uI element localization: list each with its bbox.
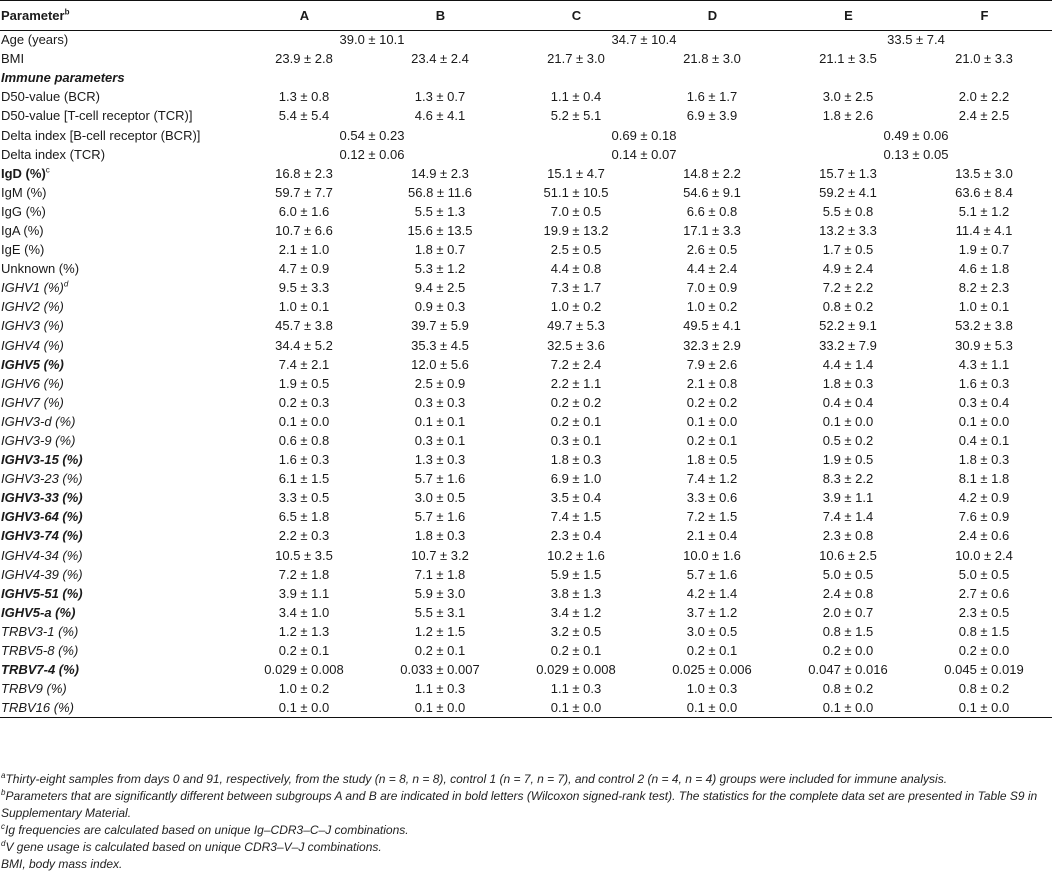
table-cell: 21.0 ± 3.3 [955,51,1013,67]
table-cell: 7.2 ± 2.2 [822,280,874,296]
table-cell: 0.029 ± 0.008 [264,662,344,678]
table-cell: 0.2 ± 0.1 [278,643,330,659]
table-cell: 6.9 ± 3.9 [686,108,738,124]
merged-cell: 0.54 ± 0.23 [339,127,405,143]
table-cell: 0.6 ± 0.8 [278,433,330,449]
table-cell: 4.3 ± 1.1 [958,356,1010,372]
table-cell: 1.2 ± 1.3 [278,623,330,639]
table-cell: 3.0 ± 0.5 [414,490,466,506]
table-cell: 0.8 ± 1.5 [822,623,874,639]
table-cell: 6.9 ± 1.0 [550,471,602,487]
table-cell: 2.7 ± 0.6 [958,585,1010,601]
table-row [0,298,1052,317]
table-cell: 6.5 ± 1.8 [278,509,330,525]
table-cell: 1.8 ± 2.6 [822,108,874,124]
table-cell: 21.7 ± 3.0 [547,51,605,67]
table-cell: 0.1 ± 0.0 [372,699,508,718]
table-cell: 1.6 ± 1.7 [686,89,738,105]
table-cell: 33.2 ± 7.9 [819,337,877,353]
table-cell: 0.047 ± 0.016 [808,662,888,678]
table-cell: 2.0 ± 2.2 [958,89,1010,105]
table-row [0,508,1052,527]
row-label: IGHV3-74 (%) [1,528,83,544]
table-cell: 10.6 ± 2.5 [819,547,877,563]
table-cell: 0.8 ± 0.2 [958,681,1010,697]
column-header-parameter: Parameter$^b$ [0,1,236,31]
table-cell: 7.1 ± 1.8 [414,566,466,582]
row-label: IgD (%)$^c$ [1,165,50,181]
merged-cell: 39.0 ± 10.1 [339,32,405,48]
table-cell: 7.2 ± 1.5 [686,509,738,525]
table-cell: 1.8 ± 0.7 [414,242,466,258]
table-row [0,202,1052,221]
table-cell: 10.2 ± 1.6 [547,547,605,563]
table-cell: 1.1 ± 0.3 [414,681,466,697]
table-cell: 0.3 ± 0.3 [414,394,466,410]
table-cell: 1.9 ± 0.5 [278,375,330,391]
footnotes [1,771,1049,873]
table-cell: 0.3 ± 0.1 [550,433,602,449]
table-cell: 23.9 ± 2.8 [275,51,333,67]
table-row [0,412,1052,431]
table-cell: 0.4 ± 0.1 [958,433,1010,449]
table-cell: 0.3 ± 0.1 [414,433,466,449]
table-cell: 0.5 ± 0.2 [822,433,874,449]
table-cell: 1.9 ± 0.5 [822,452,874,468]
table-cell: 5.5 ± 3.1 [414,604,466,620]
table-row [0,279,1052,298]
table-cell: 21.8 ± 3.0 [683,51,741,67]
table-row [0,126,1052,145]
table-cell: 2.1 ± 0.4 [686,528,738,544]
footnote: BMI, body mass index. [1,857,123,871]
table-cell: 51.1 ± 10.5 [543,184,609,200]
row-label: IGHV3-33 (%) [1,490,83,506]
merged-cell: 0.14 ± 0.07 [611,146,677,162]
table-cell: 8.1 ± 1.8 [958,471,1010,487]
table-cell: 1.0 ± 0.2 [550,299,602,315]
table-cell: 0.1 ± 0.0 [958,413,1010,429]
table-cell: 0.1 ± 0.0 [236,699,372,718]
row-label: TRBV16 (%) [0,699,236,718]
table-cell: 15.6 ± 13.5 [407,222,473,238]
table-cell: 2.1 ± 0.8 [686,375,738,391]
table-cell: 10.7 ± 6.6 [275,222,333,238]
row-label: IGHV6 (%) [1,375,64,391]
table-cell: 0.1 ± 0.0 [278,413,330,429]
table-cell: 0.029 ± 0.008 [536,662,616,678]
table-cell: 0.2 ± 0.0 [958,643,1010,659]
row-label: Immune parameters [1,70,125,86]
table-cell: 4.6 ± 4.1 [414,108,466,124]
table-cell: 12.0 ± 5.6 [411,356,469,372]
table-cell: 0.1 ± 0.0 [686,413,738,429]
table-cell: 5.4 ± 5.4 [278,108,330,124]
table-cell: 10.0 ± 2.4 [955,547,1013,563]
table-cell: 0.2 ± 0.1 [414,643,466,659]
table-cell: 0.1 ± 0.0 [780,699,916,718]
table-cell: 5.9 ± 1.5 [550,566,602,582]
row-label: TRBV5-8 (%) [1,643,79,659]
row-label: IgG (%) [1,203,46,219]
table-row [0,355,1052,374]
table-cell: 3.4 ± 1.0 [278,604,330,620]
table-row [0,241,1052,260]
table-cell: 35.3 ± 4.5 [411,337,469,353]
table-cell: 17.1 ± 3.3 [683,222,741,238]
table-cell: 2.1 ± 1.0 [278,242,330,258]
row-label: IGHV3-9 (%) [1,433,76,449]
merged-cell: 33.5 ± 7.4 [887,32,945,48]
table-cell: 3.9 ± 1.1 [278,585,330,601]
table-row [0,88,1052,107]
table-cell: 6.0 ± 1.6 [278,203,330,219]
table-cell: 1.6 ± 0.3 [278,452,330,468]
table-cell: 0.2 ± 0.1 [686,433,738,449]
table-row [0,527,1052,546]
table-cell: 1.8 ± 0.3 [550,452,602,468]
row-label: D50-value (BCR) [1,89,100,105]
row-label: IGHV5 (%) [1,356,64,372]
table-cell: 4.6 ± 1.8 [958,261,1010,277]
merged-cell: 0.49 ± 0.06 [883,127,949,143]
table-cell: 0.3 ± 0.4 [958,394,1010,410]
table-cell: 30.9 ± 5.3 [955,337,1013,353]
table-cell: 3.0 ± 2.5 [822,89,874,105]
row-label: IGHV5-a (%) [1,604,76,620]
table-cell: 19.9 ± 13.2 [543,222,609,238]
row-label: IGHV1 (%)$^d$ [1,279,69,296]
table-cell: 1.6 ± 0.3 [958,375,1010,391]
table-cell: 1.0 ± 0.1 [958,299,1010,315]
table-cell: 0.2 ± 0.1 [686,643,738,659]
table-cell: 1.8 ± 0.5 [686,452,738,468]
table-cell: 7.2 ± 2.4 [550,356,602,372]
row-label: IGHV4-39 (%) [1,566,83,582]
table-cell: 16.8 ± 2.3 [275,165,333,181]
footnote: $^c$Ig frequencies are calculated based on unique Ig–CDR3–C–J combinations. [1,822,409,837]
table-cell: 7.2 ± 1.8 [278,566,330,582]
table-row [0,145,1052,164]
table-cell: 0.025 ± 0.006 [672,662,752,678]
table-row [0,31,1052,50]
table-cell: 4.7 ± 0.9 [278,261,330,277]
table-cell: 3.7 ± 1.2 [686,604,738,620]
table-cell: 3.3 ± 0.6 [686,490,738,506]
table-cell: 1.0 ± 0.1 [278,299,330,315]
table-cell: 0.1 ± 0.1 [414,413,466,429]
table-cell: 2.3 ± 0.8 [822,528,874,544]
table-cell: 3.3 ± 0.5 [278,490,330,506]
table-row [0,393,1052,412]
table-cell: 0.1 ± 0.0 [822,413,874,429]
table-cell: 49.5 ± 4.1 [683,318,741,334]
table-cell: 15.7 ± 1.3 [819,165,877,181]
row-label: Delta index [B-cell receptor (BCR)] [1,127,201,143]
table-cell: 13.2 ± 3.3 [819,222,877,238]
table-cell: 3.4 ± 1.2 [550,604,602,620]
table-cell: 1.3 ± 0.3 [414,452,466,468]
table-cell: 63.6 ± 8.4 [955,184,1013,200]
table-cell: 6.6 ± 0.8 [686,203,738,219]
table-cell: 32.3 ± 2.9 [683,337,741,353]
table-cell: 49.7 ± 5.3 [547,318,605,334]
table-cell: 0.2 ± 0.3 [278,394,330,410]
row-label: BMI [1,51,25,67]
table-cell: 2.0 ± 0.7 [822,604,874,620]
table-row [0,183,1052,202]
table-cell: 0.2 ± 0.1 [550,643,602,659]
table-cell: 4.4 ± 1.4 [822,356,874,372]
table-cell: 6.1 ± 1.5 [278,471,330,487]
table-cell: 2.5 ± 0.9 [414,375,466,391]
column-header-e: E [780,1,916,31]
merged-cell: 34.7 ± 10.4 [611,32,677,48]
table-cell: 2.4 ± 0.6 [958,528,1010,544]
footnote: $^d$V gene usage is calculated based on unique CDR3–V–J combinations. [1,839,382,854]
table-cell: 0.033 ± 0.007 [400,662,480,678]
row-label: IGHV2 (%) [1,299,64,315]
table-cell: 15.1 ± 4.7 [547,165,605,181]
column-header-a: A [236,1,372,31]
table-cell: 5.3 ± 1.2 [414,261,466,277]
table-cell: 13.5 ± 3.0 [955,165,1013,181]
table-cell: 0.8 ± 0.2 [822,681,874,697]
table-cell: 5.0 ± 0.5 [822,566,874,582]
table-row [0,317,1052,336]
row-label: IgM (%) [1,184,47,200]
column-header-b: B [372,1,508,31]
column-header-d: D [644,1,780,31]
table-cell: 2.4 ± 2.5 [958,108,1010,124]
table-cell: 0.8 ± 1.5 [958,623,1010,639]
table-cell: 3.8 ± 1.3 [550,585,602,601]
table-cell: 1.0 ± 0.3 [686,681,738,697]
table-cell: 14.8 ± 2.2 [683,165,741,181]
table-cell: 2.3 ± 0.5 [958,604,1010,620]
table-cell: 11.4 ± 4.1 [955,222,1013,238]
table-row [0,565,1052,584]
table-cell: 32.5 ± 3.6 [547,337,605,353]
table-cell: 5.0 ± 0.5 [958,566,1010,582]
table-cell: 4.9 ± 2.4 [822,261,874,277]
table-cell: 0.1 ± 0.0 [916,699,1052,718]
row-label: IGHV7 (%) [1,394,64,410]
row-label: IGHV3-d (%) [1,413,76,429]
row-label: Age (years) [1,32,69,48]
table-row [0,470,1052,489]
table-cell: 10.5 ± 3.5 [275,547,333,563]
row-label: Unknown (%) [1,261,80,277]
table-cell: 3.9 ± 1.1 [822,490,874,506]
table-cell: 5.5 ± 0.8 [822,203,874,219]
table-row [0,584,1052,603]
table-cell: 1.8 ± 0.3 [958,452,1010,468]
table-cell: 0.8 ± 0.2 [822,299,874,315]
column-header-c: C [508,1,644,31]
table-cell: 7.4 ± 1.2 [686,471,738,487]
table-cell: 5.7 ± 1.6 [414,509,466,525]
table-cell: 0.4 ± 0.4 [822,394,874,410]
table-cell: 4.4 ± 2.4 [686,261,738,277]
table-row [0,661,1052,680]
table-cell: 2.3 ± 0.4 [550,528,602,544]
table-cell: 1.0 ± 0.2 [686,299,738,315]
table-cell: 59.7 ± 7.7 [275,184,333,200]
table-cell: 53.2 ± 3.8 [955,318,1013,334]
row-label: IgA (%) [1,222,44,238]
table-cell: 2.4 ± 0.8 [822,585,874,601]
table-row [0,374,1052,393]
table-cell: 54.6 ± 9.1 [683,184,741,200]
row-label: IGHV3-23 (%) [1,471,83,487]
table-cell: 21.1 ± 3.5 [819,51,877,67]
table-cell: 56.8 ± 11.6 [408,184,472,200]
table-cell: 3.5 ± 0.4 [550,490,602,506]
table-row [0,221,1052,240]
row-label: Delta index (TCR) [1,146,106,162]
table-cell: 7.4 ± 1.5 [550,509,602,525]
table-cell: 2.2 ± 0.3 [278,528,330,544]
table-cell: 7.4 ± 2.1 [278,356,330,372]
row-label: IGHV3-64 (%) [1,509,83,525]
row-label: IGHV3 (%) [1,318,64,334]
table-cell: 9.4 ± 2.5 [414,280,466,296]
footnote: $^b$Parameters that are significantly different between subgroups A and B are indicated in bold letters (Wilcoxon signed-rank test). The statistics for the complete data set are presented in Table S9 in Supplementary Material. [1,788,1038,820]
table-cell: 3.0 ± 0.5 [686,623,738,639]
table-cell: 8.3 ± 2.2 [822,471,874,487]
table-cell: 7.0 ± 0.5 [550,203,602,219]
table-cell: 7.6 ± 0.9 [958,509,1010,525]
table-cell: 23.4 ± 2.4 [411,51,469,67]
row-label: IgE (%) [1,242,45,258]
table-cell: 2.6 ± 0.5 [686,242,738,258]
table-cell: 4.2 ± 0.9 [958,490,1010,506]
table-row [0,260,1052,279]
row-label: IGHV4 (%) [1,337,64,353]
row-label: TRBV3-1 (%) [1,623,79,639]
table-cell: 5.7 ± 1.6 [414,471,466,487]
table-cell: 0.2 ± 0.1 [550,413,602,429]
table-cell: 1.1 ± 0.4 [550,89,602,105]
table-cell: 1.3 ± 0.8 [278,89,330,105]
table-cell: 5.7 ± 1.6 [686,566,738,582]
table-row [0,642,1052,661]
table-cell: 45.7 ± 3.8 [275,318,333,334]
table-cell: 39.7 ± 5.9 [411,318,469,334]
row-label: IGHV4-34 (%) [1,547,83,563]
table-cell: 5.9 ± 3.0 [414,585,466,601]
table-row [0,699,1052,718]
table-cell: 0.2 ± 0.2 [550,394,602,410]
table-row [0,451,1052,470]
table-row [0,164,1052,183]
table-cell: 0.1 ± 0.0 [644,699,780,718]
table-cell: 5.2 ± 5.1 [550,108,602,124]
table-cell: 7.3 ± 1.7 [550,280,602,296]
table-cell: 7.0 ± 0.9 [686,280,738,296]
table-cell: 7.4 ± 1.4 [822,509,874,525]
table-cell: 1.1 ± 0.3 [550,681,602,697]
row-label: TRBV7-4 (%) [1,662,80,678]
table-cell: 1.9 ± 0.7 [958,242,1010,258]
table-cell: 34.4 ± 5.2 [275,337,333,353]
table-row [0,546,1052,565]
table-row [0,680,1052,699]
table-cell: 10.7 ± 3.2 [411,547,469,563]
table-body [0,31,1052,718]
section-spacer [236,69,1052,88]
table-cell: 1.8 ± 0.3 [414,528,466,544]
merged-cell: 0.69 ± 0.18 [611,127,677,143]
table-cell: 1.3 ± 0.7 [414,89,466,105]
table-cell: 0.2 ± 0.2 [686,394,738,410]
table-row [0,603,1052,622]
table-cell: 10.0 ± 1.6 [683,547,741,563]
table-cell: 7.9 ± 2.6 [686,356,738,372]
table-cell: 59.2 ± 4.1 [819,184,877,200]
table-row [0,431,1052,450]
table-cell: 0.9 ± 0.3 [414,299,466,315]
table-cell: 2.2 ± 1.1 [550,375,602,391]
table-cell: 8.2 ± 2.3 [958,280,1010,296]
table-row [0,336,1052,355]
footnote: $^a$Thirty-eight samples from days 0 and 91, respectively, from the study (n = 8, n = 8), control 1 (n = 7, n = 7), and control 2 (n = 4, n = 4) groups were included for immune analysis. [1,771,948,786]
row-label: IGHV5-51 (%) [1,585,83,601]
table-cell: 1.0 ± 0.2 [278,681,330,697]
table-cell: 9.5 ± 3.3 [278,280,330,296]
table-cell: 1.2 ± 1.5 [414,623,466,639]
table-cell: 1.7 ± 0.5 [822,242,874,258]
table-cell: 0.2 ± 0.0 [822,643,874,659]
table-cell: 4.4 ± 0.8 [550,261,602,277]
table-cell: 52.2 ± 9.1 [819,318,877,334]
table-row [0,50,1052,69]
column-header-f: F [916,1,1052,31]
table-cell: 5.1 ± 1.2 [958,203,1010,219]
table-row [0,107,1052,126]
table-cell: 4.2 ± 1.4 [686,585,738,601]
table-row [0,69,1052,88]
table-cell: 5.5 ± 1.3 [414,203,466,219]
table-row [0,622,1052,641]
table-cell: 0.045 ± 0.019 [944,662,1024,678]
table-cell: 0.1 ± 0.0 [508,699,644,718]
table-cell: 1.8 ± 0.3 [822,375,874,391]
merged-cell: 0.12 ± 0.06 [339,146,405,162]
row-label: D50-value [T-cell receptor (TCR)] [1,108,193,124]
merged-cell: 0.13 ± 0.05 [883,146,949,162]
table-cell: 3.2 ± 0.5 [550,623,602,639]
table-row [0,489,1052,508]
table-cell: 14.9 ± 2.3 [411,165,469,181]
row-label: TRBV9 (%) [1,681,67,697]
header-row [0,1,1052,31]
table-cell: 2.5 ± 0.5 [550,242,602,258]
row-label: IGHV3-15 (%) [1,452,83,468]
